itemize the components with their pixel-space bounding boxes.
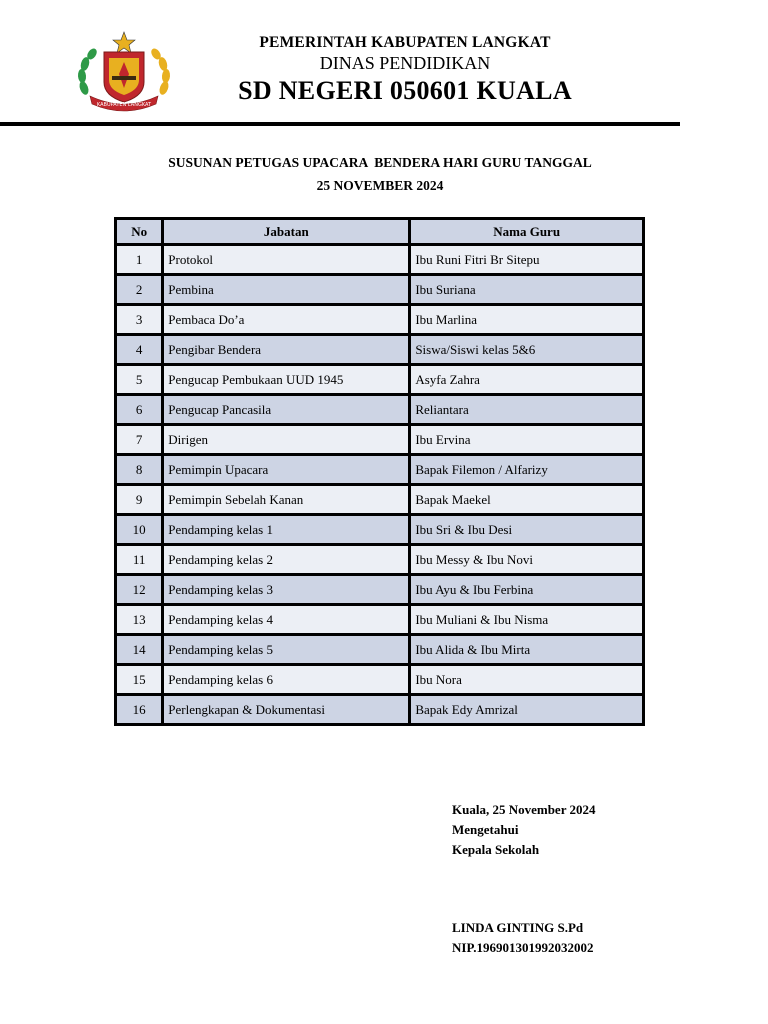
row-jabatan: Pendamping kelas 4	[164, 606, 408, 633]
row-jabatan: Protokol	[164, 246, 408, 273]
row-nama-guru: Ibu Alida & Ibu Mirta	[411, 636, 642, 663]
row-no: 10	[117, 516, 161, 543]
row-nama-guru: Bapak Filemon / Alfarizy	[411, 456, 642, 483]
document-title-line2: 25 NOVEMBER 2024	[316, 178, 444, 193]
table-row	[117, 306, 642, 333]
row-jabatan: Pengucap Pembukaan UUD 1945	[164, 366, 408, 393]
row-nama-guru: Bapak Edy Amrizal	[411, 696, 642, 723]
row-no: 2	[117, 276, 161, 303]
row-no: 11	[117, 546, 161, 573]
row-no: 3	[117, 306, 161, 333]
signature-name: LINDA GINTING S.Pd	[452, 920, 584, 935]
row-nama-guru: Ibu Ayu & Ibu Ferbina	[411, 576, 642, 603]
letterhead-department: DINAS PENDIDIKAN	[319, 53, 491, 73]
officer-table	[114, 217, 645, 726]
row-jabatan: Pembina	[164, 276, 408, 303]
row-nama-guru: Ibu Runi Fitri Br Sitepu	[411, 246, 642, 273]
row-no: 13	[117, 606, 161, 633]
row-jabatan: Pengibar Bendera	[164, 336, 408, 363]
row-nama-guru: Ibu Suriana	[411, 276, 642, 303]
row-nama-guru: Ibu Marlina	[411, 306, 642, 333]
table-row	[117, 396, 642, 423]
svg-text:KABUPATEN LANGKAT: KABUPATEN LANGKAT	[96, 102, 152, 108]
row-jabatan: Perlengkapan & Dokumentasi	[164, 696, 408, 723]
row-jabatan: Pengucap Pancasila	[164, 396, 408, 423]
row-nama-guru: Ibu Nora	[411, 666, 642, 693]
table-row	[117, 336, 642, 363]
row-no: 12	[117, 576, 161, 603]
table-row	[117, 696, 642, 723]
table-row	[117, 666, 642, 693]
kabupaten-langkat-logo	[74, 30, 174, 112]
row-jabatan: Dirigen	[164, 426, 408, 453]
table-row	[117, 636, 642, 663]
header-no: No	[117, 220, 161, 243]
row-no: 15	[117, 666, 161, 693]
row-no: 4	[117, 336, 161, 363]
row-no: 8	[117, 456, 161, 483]
table-row	[117, 486, 642, 513]
letterhead-school: SD NEGERI 050601 KUALA	[238, 76, 572, 105]
row-no: 7	[117, 426, 161, 453]
row-no: 6	[117, 396, 161, 423]
letterhead	[185, 33, 625, 109]
row-nama-guru: Ibu Muliani & Ibu Nisma	[411, 606, 642, 633]
row-jabatan: Pemimpin Upacara	[164, 456, 408, 483]
row-jabatan: Pendamping kelas 5	[164, 636, 408, 663]
table-row	[117, 516, 642, 543]
letterhead-government: PEMERINTAH KABUPATEN LANGKAT	[259, 34, 551, 51]
row-no: 1	[117, 246, 161, 273]
row-no: 14	[117, 636, 161, 663]
table-row	[117, 426, 642, 453]
row-no: 9	[117, 486, 161, 513]
document-title	[80, 151, 680, 197]
row-jabatan: Pendamping kelas 6	[164, 666, 408, 693]
table-row	[117, 456, 642, 483]
signature-position: Kepala Sekolah	[452, 842, 540, 857]
row-nama-guru: Asyfa Zahra	[411, 366, 642, 393]
header-jabatan: Jabatan	[164, 220, 408, 243]
table-row	[117, 606, 642, 633]
row-nama-guru: Ibu Messy & Ibu Novi	[411, 546, 642, 573]
row-nama-guru: Ibu Ervina	[411, 426, 642, 453]
row-no: 5	[117, 366, 161, 393]
row-jabatan: Pendamping kelas 3	[164, 576, 408, 603]
signature-nip: NIP.196901301992032002	[452, 940, 594, 955]
table-row	[117, 246, 642, 273]
table-row	[117, 576, 642, 603]
document-title-line1: SUSUNAN PETUGAS UPACARA BENDERA HARI GURU TANGGAL	[168, 155, 592, 170]
row-jabatan: Pendamping kelas 1	[164, 516, 408, 543]
row-nama-guru: Bapak Maekel	[411, 486, 642, 513]
signature-acknowledge: Mengetahui	[452, 822, 519, 837]
table-row	[117, 366, 642, 393]
logo-star-icon	[113, 32, 135, 53]
row-nama-guru: Siswa/Siswi kelas 5&6	[411, 336, 642, 363]
table-row	[117, 546, 642, 573]
row-no: 16	[117, 696, 161, 723]
row-jabatan: Pendamping kelas 2	[164, 546, 408, 573]
row-nama-guru: Ibu Sri & Ibu Desi	[411, 516, 642, 543]
table-header-row	[117, 220, 642, 243]
row-nama-guru: Reliantara	[411, 396, 642, 423]
row-jabatan: Pembaca Do’a	[164, 306, 408, 333]
header-nama-guru: Nama Guru	[411, 220, 642, 243]
row-jabatan: Pemimpin Sebelah Kanan	[164, 486, 408, 513]
table-row	[117, 276, 642, 303]
signature-place-date: Kuala, 25 November 2024	[452, 802, 596, 817]
letterhead-divider	[0, 122, 680, 126]
